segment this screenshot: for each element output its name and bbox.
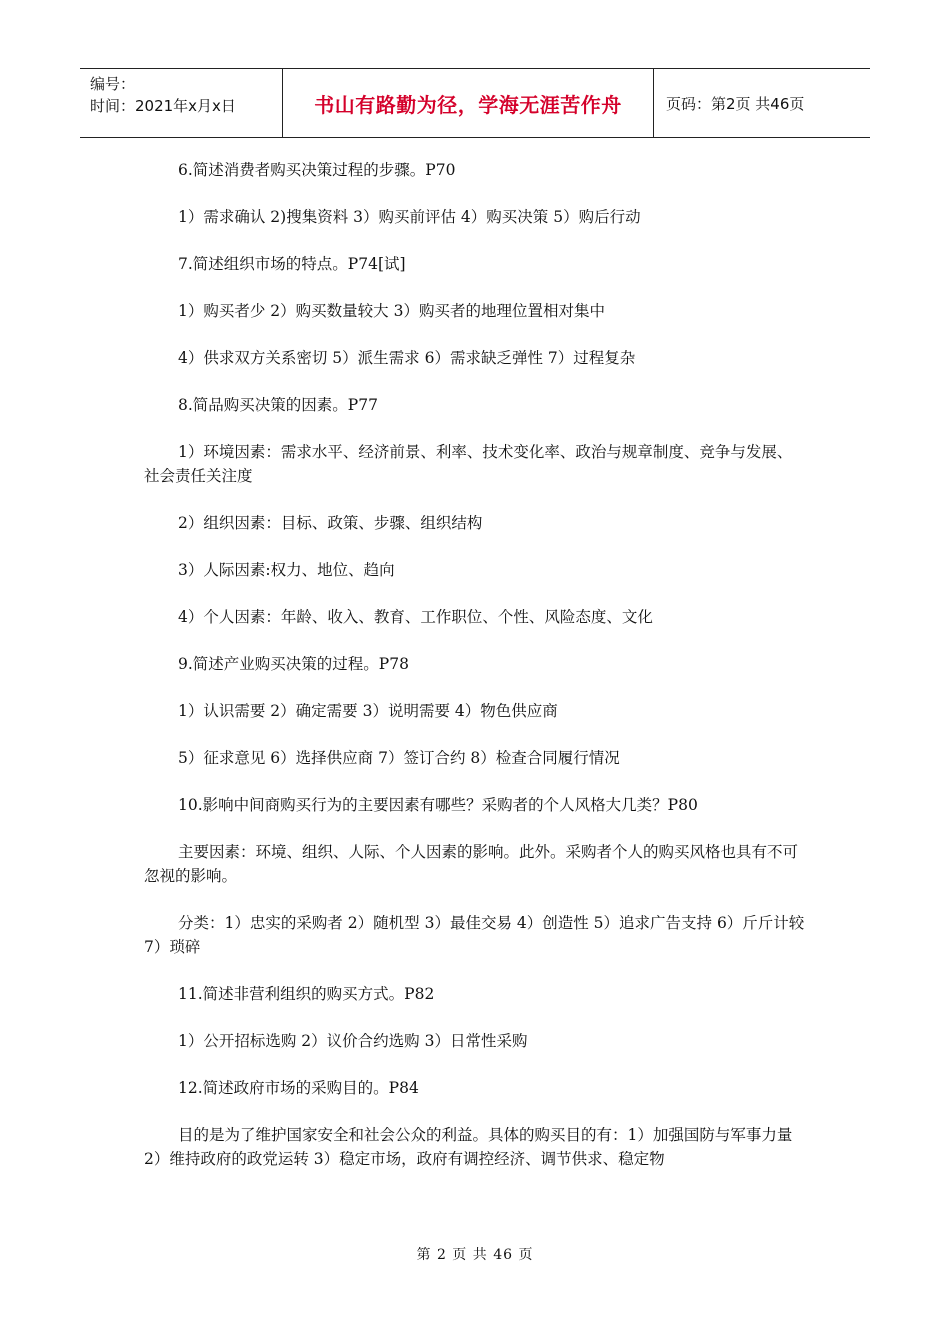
paragraph: 8.简品购买决策的因素。P77 (178, 396, 378, 414)
paragraph: 1）购买者少 2）购买数量较大 3）购买者的地理位置相对集中 (178, 302, 605, 320)
document-body (144, 158, 806, 1194)
paragraph: 2）组织因素：目标、政策、步骤、组织结构 (178, 514, 483, 532)
paragraph: 9.简述产业购买决策的过程。P78 (178, 655, 409, 673)
header-motto: 书山有路勤为径，学海无涯苦作舟 (282, 69, 654, 137)
paragraph: 1）环境因素：需求水平、经济前景、利率、技术变化率、政治与规章制度、竞争与发展、社会责任关注度 (144, 443, 793, 485)
header-meta (80, 69, 282, 137)
paragraph: 5）征求意见 6）选择供应商 7）签订合约 8）检查合同履行情况 (178, 749, 620, 767)
paragraph: 10.影响中间商购买行为的主要因素有哪些？采购者的个人风格大几类？P80 (178, 796, 698, 814)
paragraph: 4）供求双方关系密切 5）派生需求 6）需求缺乏弹性 7）过程复杂 (178, 349, 636, 367)
paragraph: 1）需求确认 2)搜集资料 3）购买前评估 4）购买决策 5）购后行动 (178, 208, 641, 226)
paragraph: 11.简述非营利组织的购买方式。P82 (178, 985, 435, 1003)
paragraph: 主要因素：环境、组织、人际、个人因素的影响。此外。采购者个人的购买风格也具有不可忽视的影响。 (144, 843, 799, 885)
paragraph: 1）认识需要 2）确定需要 3）说明需要 4）物色供应商 (178, 702, 558, 720)
date-label: 时间：2021年x月x日 (90, 97, 236, 115)
paragraph: 分类：1）忠实的采购者 2）随机型 3）最佳交易 4）创造性 5）追求广告支持 6）斤斤计较 7）琐碎 (144, 914, 805, 956)
paragraph: 4）个人因素：年龄、收入、教育、工作职位、个性、风险态度、文化 (178, 608, 653, 626)
paragraph: 7.简述组织市场的特点。P74[试] (178, 255, 406, 273)
header-page-number: 页码：第2页 共46页 (666, 94, 805, 113)
document-header (80, 68, 870, 138)
paragraph: 3）人际因素:权力、地位、趋向 (178, 561, 395, 579)
paragraph: 1）公开招标选购 2）议价合约选购 3）日常性采购 (178, 1032, 528, 1050)
paragraph: 6.简述消费者购买决策过程的步骤。P70 (178, 161, 456, 179)
serial-number-label: 编号： (90, 75, 136, 93)
page-footer: 第 2 页 共 46 页 (416, 1247, 534, 1263)
paragraph: 目的是为了维护国家安全和社会公众的利益。具体的购买目的有：1）加强国防与军事力量2）维持政府的政党运转 3）稳定市场，政府有调控经济、调节供求、稳定物 (144, 1126, 793, 1168)
paragraph: 12.简述政府市场的采购目的。P84 (178, 1079, 419, 1097)
